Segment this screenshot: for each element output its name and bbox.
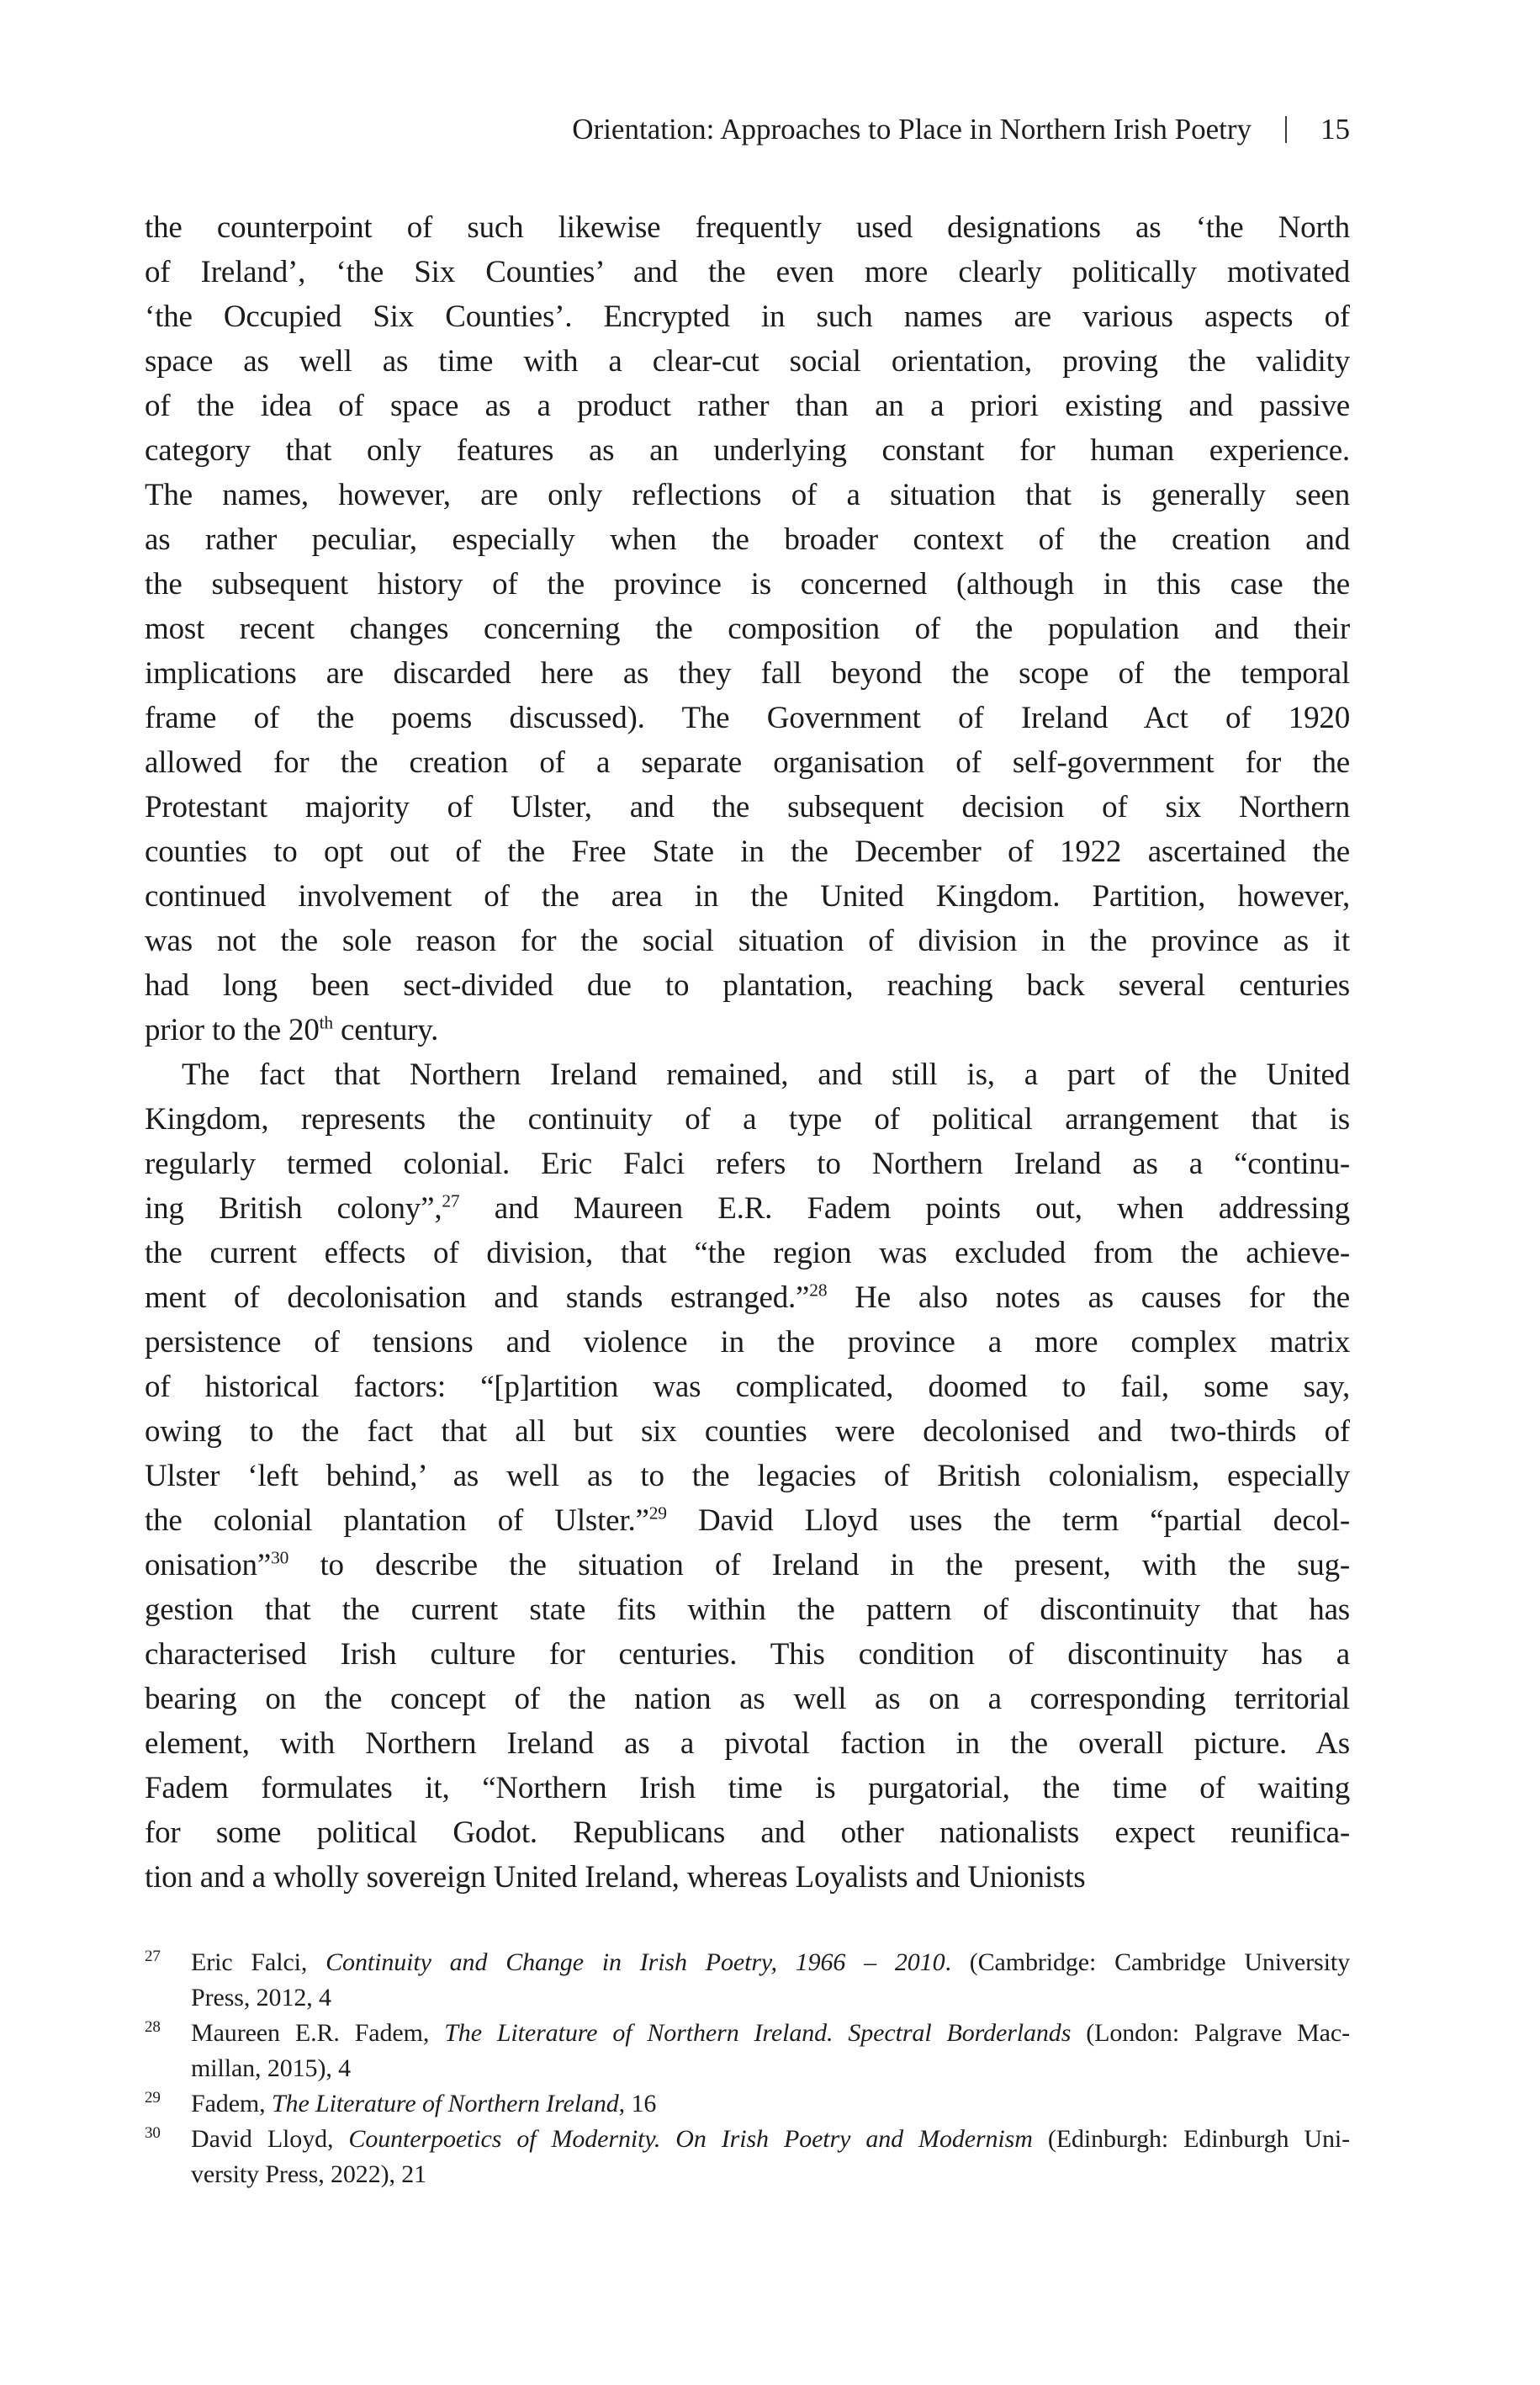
text-segment: element, with Northern Ireland as a pivotal faction in the overall picture. As	[145, 1726, 1350, 1761]
body-line	[145, 651, 1350, 696]
text-segment: allowed for the creation of a separate organisation of self-government for the	[145, 745, 1350, 780]
text-segment: of the idea of space as a product rather than an a priori existing and passive	[145, 389, 1350, 423]
body-line	[145, 294, 1350, 339]
footnote-reference: 28	[809, 1280, 828, 1301]
text-segment: millan, 2015), 4	[191, 2054, 352, 2082]
text-segment: owing to the fact that all but six counties were decolonised and two-thirds of	[145, 1414, 1350, 1449]
text-segment: of Ireland’, ‘the Six Counties’ and the even more clearly politically motivated	[145, 255, 1350, 289]
text-segment: implications are discarded here as they fall beyond the scope of the temporal	[145, 656, 1350, 691]
text-segment: frame of the poems discussed). The Government of Ireland Act of 1920	[145, 701, 1350, 735]
footnote-reference: 27	[442, 1190, 460, 1211]
footnote-line	[191, 2122, 1350, 2157]
text-segment: gestion that the current state fits within the pattern of discontinuity that has	[145, 1593, 1350, 1627]
text-segment: and Maureen E.R. Fadem points out, when addressing	[459, 1191, 1350, 1226]
footnote-30	[145, 2122, 1350, 2192]
footnote-line	[191, 2086, 1350, 2122]
body-line	[145, 1320, 1350, 1365]
text-segment: most recent changes concerning the composition of the population and their	[145, 612, 1350, 646]
text-segment: David Lloyd,	[191, 2125, 349, 2153]
text-segment: The fact that Northern Ireland remained, and still is, a part of the United	[182, 1057, 1350, 1092]
footnote-text	[191, 2016, 1350, 2086]
text-segment: category that only features as an underlying constant for human experience.	[145, 433, 1350, 468]
body-line	[145, 785, 1350, 829]
footnote-marker-number: 29	[145, 2089, 161, 2107]
footnote-text	[191, 1945, 1350, 2016]
body-line	[145, 963, 1350, 1008]
text-segment: regularly termed colonial. Eric Falci refers to Northern Ireland as a “continu-	[145, 1147, 1350, 1181]
text-segment: bearing on the concept of the nation as well as on a corresponding territorial	[145, 1682, 1350, 1716]
text-segment: Press, 2012, 4	[191, 1984, 331, 2011]
body-line	[145, 473, 1350, 517]
body-text	[145, 205, 1350, 1900]
text-segment: the colonial plantation of Ulster.”	[145, 1503, 649, 1538]
footnote-text	[191, 2122, 1350, 2192]
text-segment: Continuity and Change in Irish Poetry, 1966 – 2010	[325, 1948, 945, 1976]
footnote-line	[191, 1945, 1350, 1980]
superscript-text: th	[319, 1012, 333, 1033]
paragraph-1	[145, 205, 1350, 1052]
page-number: 15	[1320, 113, 1350, 146]
body-line	[145, 1409, 1350, 1454]
text-segment: Ulster ‘left behind,’ as well as to the legacies of British colonialism, especially	[145, 1459, 1350, 1493]
text-segment: ‘the Occupied Six Counties’. Encrypted in such names are various aspects of	[145, 299, 1350, 334]
body-line	[145, 1543, 1350, 1587]
text-segment: the counterpoint of such likewise frequently used designations as ‘the North	[145, 210, 1350, 245]
text-segment: space as well as time with a clear-cut social orientation, proving the validity	[145, 344, 1350, 379]
text-segment: of historical factors: “[p]artition was complicated, doomed to fail, some say,	[145, 1370, 1350, 1404]
footnote-reference: 29	[648, 1503, 667, 1524]
body-line	[145, 205, 1350, 250]
footnote-line	[191, 1980, 1350, 2016]
body-line	[145, 1587, 1350, 1632]
body-line	[145, 1498, 1350, 1543]
text-segment: versity Press, 2022), 21	[191, 2160, 427, 2188]
body-line	[145, 696, 1350, 740]
text-segment: The Literature of Northern Ireland	[271, 2090, 619, 2117]
text-segment: continued involvement of the area in the United Kingdom. Partition, however,	[145, 879, 1350, 914]
text-segment: (Edinburgh: Edinburgh Uni-	[1032, 2125, 1350, 2153]
page-header	[145, 113, 1350, 146]
text-segment: Protestant majority of Ulster, and the subsequent decision of six Northern	[145, 790, 1350, 824]
body-line	[145, 1052, 1350, 1097]
body-line	[145, 1097, 1350, 1142]
body-line	[145, 1766, 1350, 1810]
text-segment: Fadem formulates it, “Northern Irish time is purgatorial, the time of waiting	[145, 1771, 1350, 1805]
text-segment: Eric Falci,	[191, 1948, 326, 1976]
text-segment: The names, however, are only reflections of a situation that is generally seen	[145, 478, 1350, 512]
text-segment: prior to the 20	[145, 1013, 320, 1047]
body-line	[145, 1008, 1350, 1052]
body-line	[145, 562, 1350, 607]
text-segment: persistence of tensions and violence in the province a more complex matrix	[145, 1325, 1350, 1359]
text-segment: , 16	[618, 2090, 657, 2117]
body-line	[145, 428, 1350, 473]
footnote-marker-number: 30	[145, 2124, 161, 2142]
header-separator-bar	[1285, 116, 1287, 143]
body-line	[145, 829, 1350, 874]
text-segment: Counterpoetics of Modernity. On Irish Poetry and Modernism	[348, 2125, 1033, 2153]
paragraph-2	[145, 1052, 1350, 1900]
text-segment: the subsequent history of the province is concerned (although in this case the	[145, 567, 1350, 602]
footnote-29	[145, 2086, 1350, 2122]
body-line	[145, 919, 1350, 963]
text-segment: characterised Irish culture for centuries. This condition of discontinuity has a	[145, 1637, 1350, 1672]
body-line	[145, 607, 1350, 651]
text-segment: as rather peculiar, especially when the broader context of the creation and	[145, 522, 1350, 557]
footnote-reference: 30	[271, 1547, 289, 1568]
body-line	[145, 874, 1350, 919]
body-line	[145, 1231, 1350, 1275]
body-line	[145, 1855, 1350, 1900]
footnote-marker	[145, 2016, 191, 2086]
text-segment: century.	[332, 1013, 439, 1047]
text-segment: ment of decolonisation and stands estranged.”	[145, 1280, 810, 1315]
text-segment: ing British colony”,	[145, 1191, 442, 1226]
body-line	[145, 740, 1350, 785]
body-line	[145, 250, 1350, 294]
body-line	[145, 1721, 1350, 1766]
body-line	[145, 1365, 1350, 1409]
footnote-marker-number: 28	[145, 2018, 161, 2036]
body-line	[145, 1275, 1350, 1320]
body-line	[145, 339, 1350, 384]
footnotes-section	[145, 1945, 1350, 2192]
footnote-text	[191, 2086, 1350, 2122]
body-line	[145, 1454, 1350, 1498]
footnote-27	[145, 1945, 1350, 2016]
footnote-marker	[145, 1945, 191, 2016]
text-segment: David Lloyd uses the term “partial decol-	[666, 1503, 1350, 1538]
footnote-marker	[145, 2122, 191, 2192]
footnote-line	[191, 2157, 1350, 2192]
text-segment: tion and a wholly sovereign United Ireland, whereas Loyalists and Unionists	[145, 1860, 1086, 1895]
text-segment: onisation”	[145, 1548, 272, 1582]
body-line	[145, 1632, 1350, 1677]
text-segment: Maureen E.R. Fadem,	[191, 2019, 445, 2047]
text-segment: (London: Palgrave Mac-	[1071, 2019, 1350, 2047]
text-segment: was not the sole reason for the social situation of division in the province as it	[145, 924, 1350, 958]
body-line	[145, 1142, 1350, 1186]
text-segment: Fadem,	[191, 2090, 272, 2117]
text-segment: The Literature of Northern Ireland. Spectral Borderlands	[444, 2019, 1072, 2047]
text-segment: had long been sect-divided due to plantation, reaching back several centuries	[145, 968, 1350, 1003]
body-line	[145, 384, 1350, 428]
body-line	[145, 1677, 1350, 1721]
text-segment: the current effects of division, that “the region was excluded from the achieve-	[145, 1236, 1350, 1270]
text-segment: Kingdom, represents the continuity of a type of political arrangement that is	[145, 1102, 1350, 1137]
text-segment: He also notes as causes for the	[827, 1280, 1350, 1315]
footnote-line	[191, 2051, 1350, 2086]
text-segment: counties to opt out of the Free State in the December of 1922 ascertained the	[145, 835, 1350, 869]
text-segment: for some political Godot. Republicans and other nationalists expect reunifica-	[145, 1815, 1350, 1850]
running-head-title: Orientation: Approaches to Place in Northern Irish Poetry	[572, 113, 1252, 146]
footnote-28	[145, 2016, 1350, 2086]
body-line	[145, 1810, 1350, 1855]
footnote-marker-number: 27	[145, 1948, 161, 1965]
body-line	[145, 1186, 1350, 1231]
footnote-line	[191, 2016, 1350, 2051]
body-line	[145, 517, 1350, 562]
text-segment: . (Cambridge: Cambridge University	[945, 1948, 1350, 1976]
text-segment: to describe the situation of Ireland in the present, with the sug-	[288, 1548, 1350, 1582]
